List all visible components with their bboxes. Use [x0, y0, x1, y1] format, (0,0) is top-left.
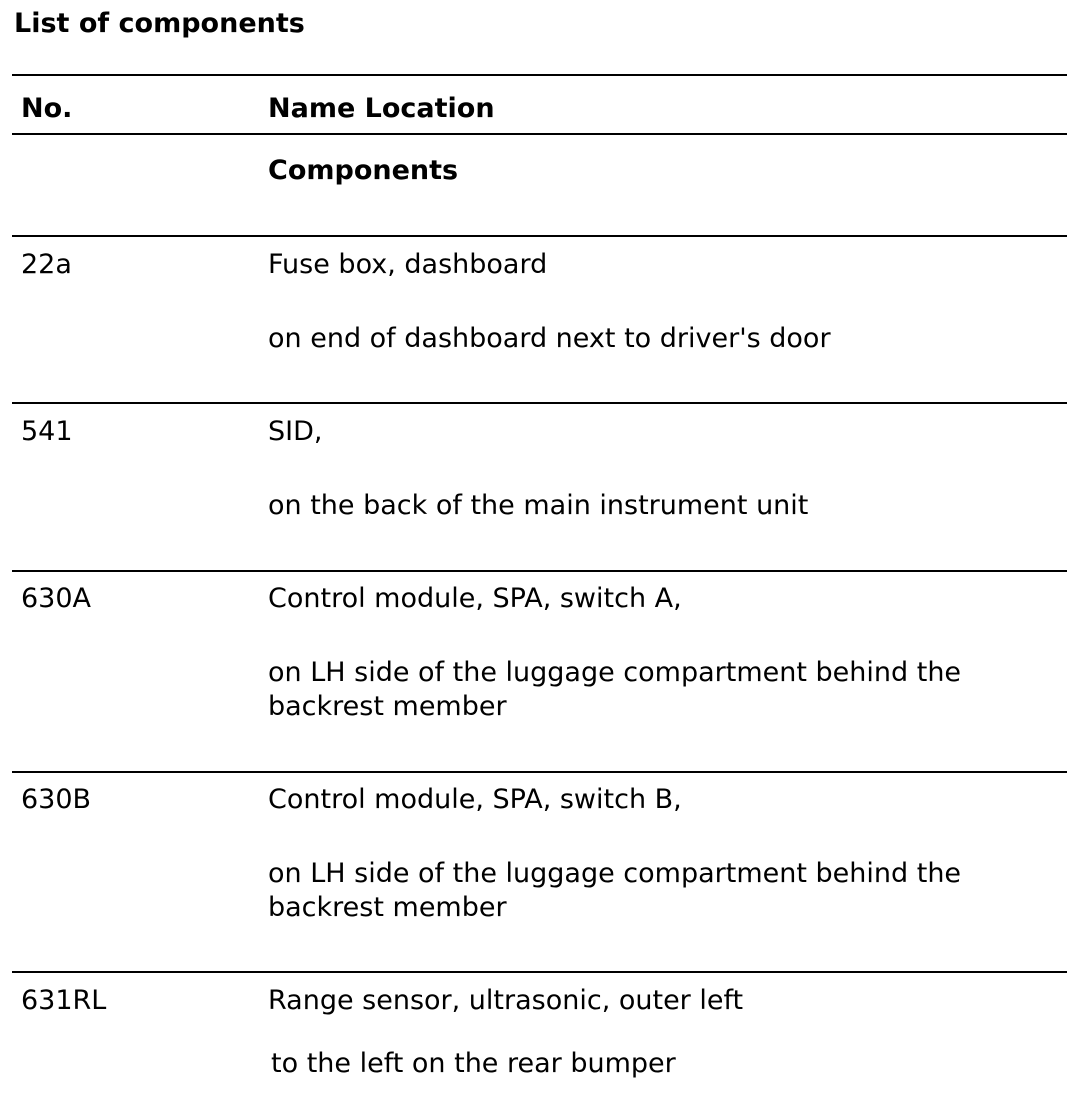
component-name: Control module, SPA, switch B, [268, 784, 682, 815]
component-number: 541 [21, 416, 73, 447]
component-location: on end of dashboard next to driver's door [268, 323, 831, 354]
component-location: on LH side of the luggage compartment behind the backrest member [268, 858, 962, 923]
component-name: Fuse box, dashboard [268, 249, 548, 280]
table-top-rule [12, 74, 1067, 76]
header-name-location: Name Location [268, 93, 495, 124]
component-name: Control module, SPA, switch A, [268, 583, 682, 614]
component-number: 630B [21, 784, 92, 815]
component-location: on LH side of the luggage compartment behind the backrest member [268, 657, 962, 722]
row-divider [12, 235, 1067, 237]
document-title: List of components [14, 8, 305, 39]
row-divider [12, 971, 1067, 973]
header-bottom-rule [12, 133, 1067, 135]
row-divider [12, 402, 1067, 404]
row-divider [12, 771, 1067, 773]
component-location: to the left on the rear bumper [271, 1048, 676, 1079]
component-name: SID, [268, 416, 323, 447]
component-number: 630A [21, 583, 92, 614]
row-divider [12, 570, 1067, 572]
component-location: on the back of the main instrument unit [268, 490, 809, 521]
section-heading: Components [268, 155, 459, 186]
component-number: 22a [21, 249, 72, 280]
header-no: No. [21, 93, 73, 124]
component-name: Range sensor, ultrasonic, outer left [268, 985, 744, 1016]
component-number: 631RL [21, 985, 107, 1016]
